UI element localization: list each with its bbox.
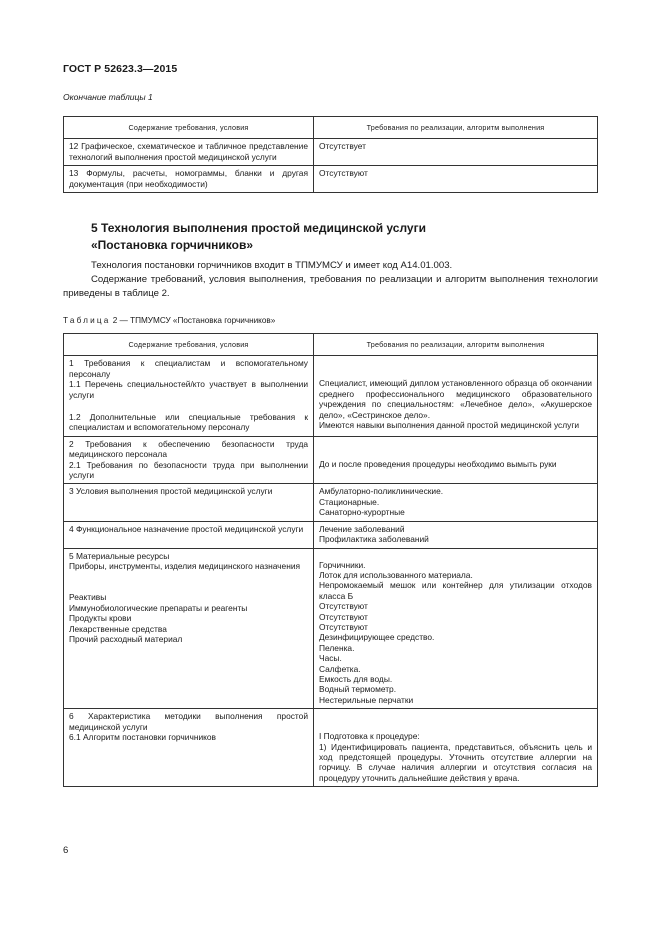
cell-text: 6.1 Алгоритм постановки горчичников: [69, 732, 216, 742]
table-cell: 3 Условия выполнения простой медицинской услуги: [64, 484, 314, 521]
table-row: [64, 709, 598, 787]
table-1: [63, 116, 598, 193]
table-caption-word: Таблица: [63, 316, 111, 325]
document-header: ГОСТ Р 52623.3—2015: [63, 63, 178, 75]
cell-text: Салфетка.: [319, 663, 361, 674]
table-row: [64, 484, 598, 521]
cell-text: До и после проведения процедуры необходимо вымыть руки: [319, 458, 557, 469]
table-cell: [314, 436, 598, 484]
cell-text: Лоток для использованного материала.: [319, 569, 473, 580]
cell-text: Нестерильные перчатки: [319, 694, 414, 705]
cell-text: Продукты крови: [69, 613, 132, 624]
cell-text: Отсутствуют: [319, 611, 368, 622]
table-cell: [314, 356, 598, 436]
table-row: [64, 521, 598, 548]
table-cell: [314, 709, 598, 787]
section-heading-line: «Постановка горчичников»: [91, 238, 254, 252]
table-caption-title: 2 — ТПМУМСУ «Постановка горчичников»: [112, 316, 276, 325]
cell-text: Лекарственные средства: [69, 623, 167, 634]
table-continuation-label: Окончание таблицы 1: [63, 92, 153, 102]
cell-text: Имеются навыки выполнения данной простой медицинской услуги: [319, 420, 580, 431]
cell-text: Пеленка.: [319, 642, 355, 653]
cell-text: Водный термометр.: [319, 684, 397, 695]
cell-text: 1 Требования к специалистам и вспомогательному персоналу: [69, 358, 308, 379]
table-cell: [64, 709, 314, 787]
table-cell: [64, 436, 314, 484]
column-header: Требования по реализации, алгоритм выполнения: [314, 334, 598, 356]
cell-text: Санаторно-курортные: [319, 507, 405, 518]
table-cell: 13 Формулы, расчеты, номограммы, бланки и другая документация (при необходимости): [64, 166, 314, 193]
column-header: Содержание требования, условия: [64, 117, 314, 139]
cell-text: 2 Требования к обеспечению безопасности труда медицинского персонала: [69, 438, 308, 460]
cell-text: Специалист, имеющий диплом установленного образца об окончании среднего профессионального медицинского образовательного учреждения по специальностям: «Лечебное дело», «Акушерское дело», «Сестринское дело».: [319, 378, 592, 420]
column-header: Содержание требования, условия: [64, 334, 314, 356]
paragraph: Содержание требований, условия выполнения, требования по реализации и алгоритм выполнения технологии приведены в таблице 2.: [63, 274, 598, 299]
table-cell: Отсутствуют: [314, 166, 598, 193]
cell-text: 1.1 Перечень специальностей/кто участвует в выполнении услуги: [69, 379, 308, 400]
cell-text: Дезинфицирующее средство.: [319, 632, 435, 643]
table-row: [64, 356, 598, 436]
cell-text: 6 Характеристика методики выполнения простой медицинской услуги: [69, 711, 308, 732]
cell-text: Лечение заболеваний: [319, 523, 405, 534]
section-heading-line: 5 Технология выполнения простой медицинской услуги: [91, 221, 426, 235]
cell-text: Прочий расходный материал: [69, 633, 183, 644]
cell-text: Реактивы: [69, 592, 107, 603]
table-row: [64, 436, 598, 484]
cell-text: Часы.: [319, 653, 342, 664]
paragraph: Технология постановки горчичников входит в ТПМУМСУ и имеет код А14.01.003.: [91, 260, 453, 271]
cell-text: Иммунобиологические препараты и реагенты: [69, 602, 248, 613]
cell-text: 1) Идентифицировать пациента, представиться, объяснить цель и ход предстоящей процедуры. Уточнить отсутствие аллергии на горчицу. В случае наличия аллергии и отсутствия согласия на процедуру уточнить дальнейшие действия у врача.: [319, 741, 592, 783]
table-cell: [314, 484, 598, 521]
cell-text: 2.1 Требования по безопасности труда при выполнении услуги: [69, 459, 308, 481]
cell-text: 1.2 Дополнительные или специальные требования к специалистам и вспомогательному персоналу: [69, 412, 308, 433]
cell-text: Отсутствуют: [319, 621, 368, 632]
cell-text: Амбулаторно-поликлинические.: [319, 486, 444, 497]
table-row: [64, 139, 598, 166]
table-cell: 4 Функциональное назначение простой медицинской услуги: [64, 521, 314, 548]
cell-text: Профилактика заболеваний: [319, 534, 429, 545]
table-cell: Отсутствует: [314, 139, 598, 166]
table-cell: [64, 356, 314, 436]
page-number: 6: [63, 845, 69, 856]
cell-text: I Подготовка к процедуре:: [319, 731, 420, 742]
cell-text: Стационарные.: [319, 496, 380, 507]
column-header: Требования по реализации, алгоритм выполнения: [314, 117, 598, 139]
table-row: [64, 548, 598, 709]
table-row: [64, 166, 598, 193]
table-header-row: [64, 117, 598, 139]
table-cell: [314, 548, 598, 709]
table-cell: 12 Графическое, схематическое и табличное представление технологий выполнения простой медицинской услуги: [64, 139, 314, 166]
table-cell: [314, 521, 598, 548]
table-2: [63, 333, 598, 787]
table-caption: [63, 316, 275, 325]
cell-text: 5 Материальные ресурсы: [69, 550, 170, 561]
cell-text: Отсутствуют: [319, 601, 368, 612]
cell-text: Горчичники.: [319, 559, 366, 570]
section-heading: [91, 220, 426, 254]
table-cell: [64, 548, 314, 709]
table-header-row: [64, 334, 598, 356]
cell-text: Емкость для воды.: [319, 673, 393, 684]
cell-text: Непромокаемый мешок или контейнер для утилизации отходов класса Б: [319, 580, 592, 601]
cell-text: Приборы, инструменты, изделия медицинского назначения: [69, 560, 301, 571]
